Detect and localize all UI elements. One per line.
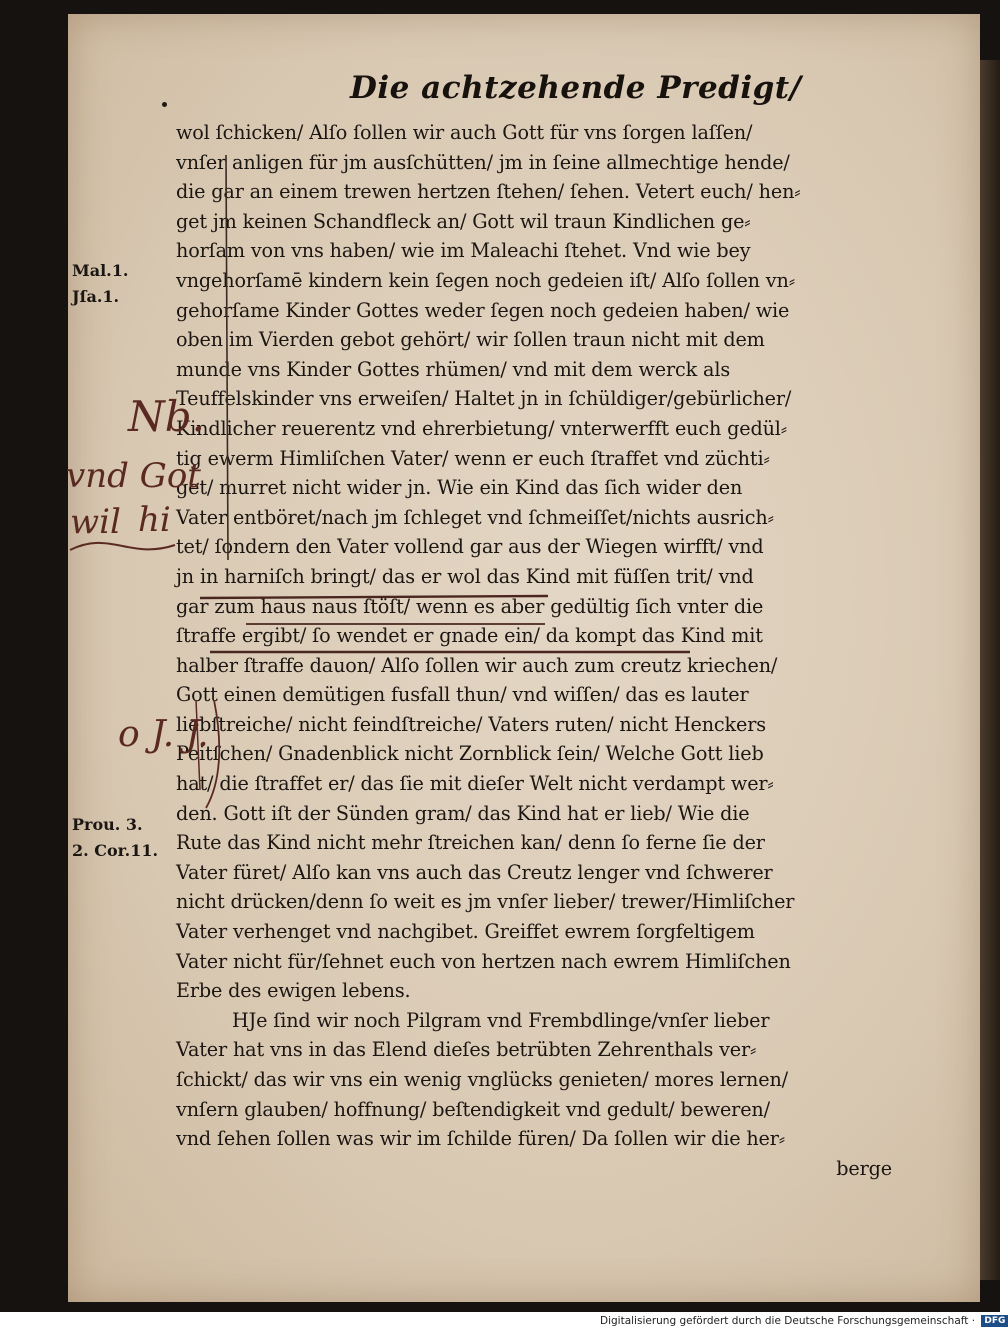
marginal-note-malachi: Mal.1.: [72, 261, 129, 280]
text-line: ſchickt/ das wir vns ein wenig vnglücks genieten/ mores lernen/: [176, 1068, 788, 1091]
text-line: get jm keinen Schandfleck an/ Gott wil traun Kindlichen ge⸗: [176, 209, 751, 233]
page-edge: [980, 60, 1000, 1280]
handwritten-note-jj: o J. J.: [118, 714, 209, 755]
text-line: vnſer anligen für jm ausſchütten/ jm in ſeine allmechtige hende/: [176, 150, 790, 174]
text-line: ſtraffe ergibt/ ſo wendet er gnade ein/ da kompt das Kind mit: [176, 624, 763, 648]
text-line: gehorſame Kinder Gottes weder ſegen noch gedeien haben/ wie: [176, 298, 790, 322]
text-line: hat/ die ſtraffet er/ das ſie mit dieſer Welt nicht verdampt wer⸗: [176, 772, 774, 796]
text-line: wol ſchicken/ Alſo ſollen wir auch Gott für vns ſorgen laſſen/: [176, 121, 753, 144]
text-line: Vater füret/ Alſo kan vns auch das Creutz lenger vnd ſchwerer: [176, 860, 773, 884]
text-line: get/ murret nicht wider jn. Wie ein Kind das ſich wider den: [176, 476, 743, 500]
marginal-note-proverbs: Prou. 3.: [72, 815, 143, 834]
handwritten-note-line-2: wil: [70, 502, 121, 542]
text-line: oben im Vierden gebot gehört/ wir ſollen traun nicht mit dem: [176, 328, 765, 352]
text-line: vngehorſamē kindern kein ſegen noch gedeien iſt/ Alſo ſollen vn⸗: [176, 268, 795, 292]
handwritten-note-line-3: hi: [138, 500, 171, 540]
marginal-note-corinthians: 2. Cor.11.: [72, 841, 159, 860]
catchword: berge: [836, 1156, 892, 1180]
text-line: Vater verhenget vnd nachgibet. Greiffet ewrem ſorgfeltigem: [176, 920, 755, 944]
text-line: Teuffelskinder vns erweiſen/ Haltet jn in ſchüldiger/gebürlicher/: [176, 387, 792, 411]
text-line: Kindlicher reuerentz vnd ehrerbietung/ vnterwerfft euch gedül⸗: [176, 416, 788, 440]
text-line: tet/ ſondern den Vater vollend gar aus der Wiegen wirfft/ vnd: [176, 535, 764, 559]
body-text: [176, 118, 892, 1183]
text-line: jn in harniſch bringt/ das er wol das Kind mit füſſen trit/ vnd: [176, 564, 754, 588]
digitization-credit: Digitalisierung gefördert durch die Deutsche Forschungsgemeinschaft · DFG: [600, 1313, 994, 1330]
text-line: nicht drücken/denn ſo weit es jm vnſer lieber/ trewer/Himliſcher: [176, 890, 795, 914]
text-line: halber ſtraffe dauon/ Alſo ſollen wir auch zum creutz kriechen/: [176, 653, 778, 677]
text-line: vnſern glauben/ hoffnung/ beſtendigkeit vnd gedult/ beweren/: [176, 1097, 770, 1121]
text-line: gar zum haus naus ſtöſt/ wenn es aber gedültig ſich vnter die: [176, 594, 764, 618]
text-line: munde vns Kinder Gottes rhümen/ vnd mit dem werck als: [176, 357, 731, 381]
text-line: Vater nicht für/ſehnet euch von hertzen nach ewrem Himliſchen: [176, 949, 791, 973]
printer-mark-dot: [162, 102, 167, 107]
text-line: Erbe des ewigen lebens.: [176, 979, 411, 1003]
text-line: Rute das Kind nicht mehr ſtreichen kan/ denn ſo ferne ſie der: [176, 831, 765, 855]
text-line: Peitſchen/ Gnadenblick nicht Zornblick ſein/ Welche Gott lieb: [176, 742, 764, 766]
credit-text: Digitalisierung gefördert durch die Deutsche Forschungsgemeinschaft: [600, 1315, 969, 1327]
text-line: horſam von vns haben/ wie im Maleachi ſtehet. Vnd wie bey: [176, 239, 751, 263]
text-line: den. Gott iſt der Sünden gram/ das Kind hat er lieb/ Wie die: [176, 801, 750, 825]
paragraph-start-line: HJe ſind wir noch Pilgram vnd Frembdlinge/vnſer lieber: [232, 1008, 770, 1032]
handwritten-note-nb: Nb.: [128, 392, 205, 441]
marginal-note-isaiah: Jſa.1.: [72, 287, 120, 306]
text-line: Vater entböret/nach jm ſchleget vnd ſchmeiſſet/nichts ausrich⸗: [176, 505, 774, 529]
text-line: die gar an einem trewen hertzen ſtehen/ ſehen. Vetert euch/ hen⸗: [176, 180, 801, 204]
text-line: liebſtreiche/ nicht feindſtreiche/ Vaters ruten/ nicht Henckers: [176, 712, 766, 736]
text-line: Vater hat vns in das Elend dieſes betrübten Zehrenthals ver⸗: [176, 1038, 757, 1062]
handwritten-note-line-1: vnd Got: [66, 456, 201, 496]
text-line: Gott einen demütigen fusfall thun/ vnd wiſſen/ das es lauter: [176, 683, 749, 707]
text-line: tig ewerm Himliſchen Vater/ wenn er euch ſtraffet vnd züchti⸗: [176, 446, 770, 470]
running-head: Die achtzehende Predigt/: [350, 70, 802, 106]
text-line: vnd ſehen ſollen was wir im ſchilde füren/ Da ſollen wir die her⸗: [176, 1127, 786, 1151]
dfg-logo: DFG: [981, 1315, 1008, 1327]
